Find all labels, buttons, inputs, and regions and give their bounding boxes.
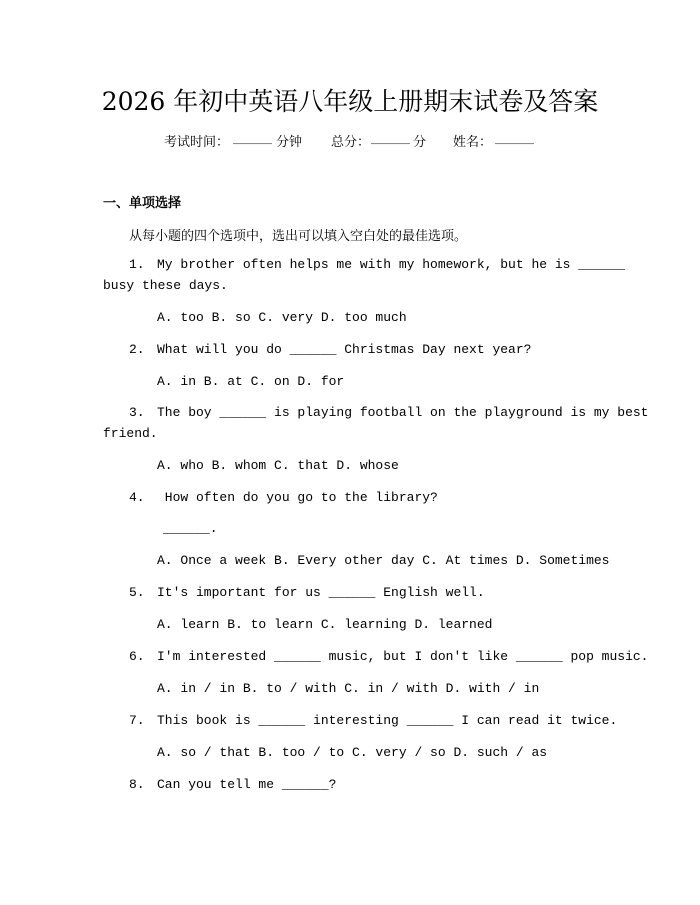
- question-text: Can you tell me ______?: [157, 777, 337, 792]
- question-number: 1.: [129, 257, 145, 272]
- question-options: A. who B. whom C. that D. whose: [157, 458, 399, 473]
- question-number: 5.: [129, 585, 145, 600]
- time-blank: ______: [233, 130, 272, 145]
- section-instruction: 从每小题的四个选项中，选出可以填入空白处的最佳选项。: [129, 229, 468, 244]
- question-text-cont: busy these days.: [103, 278, 228, 293]
- section-heading: 一、单项选择: [103, 196, 182, 211]
- question-number: 6.: [129, 649, 145, 664]
- question-number: 4.: [129, 490, 145, 505]
- answer-blank: ______.: [163, 521, 218, 536]
- score-blank: ______: [371, 130, 410, 145]
- score-label: 总分：: [331, 135, 371, 150]
- question-options: A. in / in B. to / with C. in / with D. with / in: [157, 681, 540, 696]
- question-text: I'm interested ______ music, but I don't like ______ pop music.: [157, 649, 649, 664]
- question-text: This book is ______ interesting ______ I can read it twice.: [157, 713, 618, 728]
- question-options: A. learn B. to learn C. learning D. learned: [157, 617, 493, 632]
- time-unit: 分钟: [276, 135, 303, 150]
- name-label: 姓名：: [453, 135, 493, 150]
- name-blank: ______: [495, 130, 534, 145]
- exam-title: 2026 年初中英语八年级上册期末试卷及答案: [101, 87, 599, 116]
- score-unit: 分: [413, 135, 427, 150]
- question-number: 7.: [129, 713, 145, 728]
- question-text: What will you do ______ Christmas Day next year?: [157, 342, 532, 357]
- time-label: 考试时间：: [164, 135, 230, 150]
- question-number: 3.: [129, 405, 145, 420]
- question-options: A. in B. at C. on D. for: [157, 374, 345, 389]
- question-text-cont: friend.: [103, 426, 158, 441]
- question-number: 8.: [129, 777, 145, 792]
- question-options: A. Once a week B. Every other day C. At times D. Sometimes: [157, 553, 610, 568]
- question-text: It's important for us ______ English well.: [157, 585, 485, 600]
- question-options: A. so / that B. too / to C. very / so D. such / as: [157, 745, 548, 760]
- question-text: The boy ______ is playing football on the playground is my best: [157, 405, 649, 420]
- question-number: 2.: [129, 342, 145, 357]
- question-text: My brother often helps me with my homework, but he is ______: [157, 257, 626, 272]
- question-options: A. too B. so C. very D. too much: [157, 310, 407, 325]
- question-text: How often do you go to the library?: [157, 490, 438, 505]
